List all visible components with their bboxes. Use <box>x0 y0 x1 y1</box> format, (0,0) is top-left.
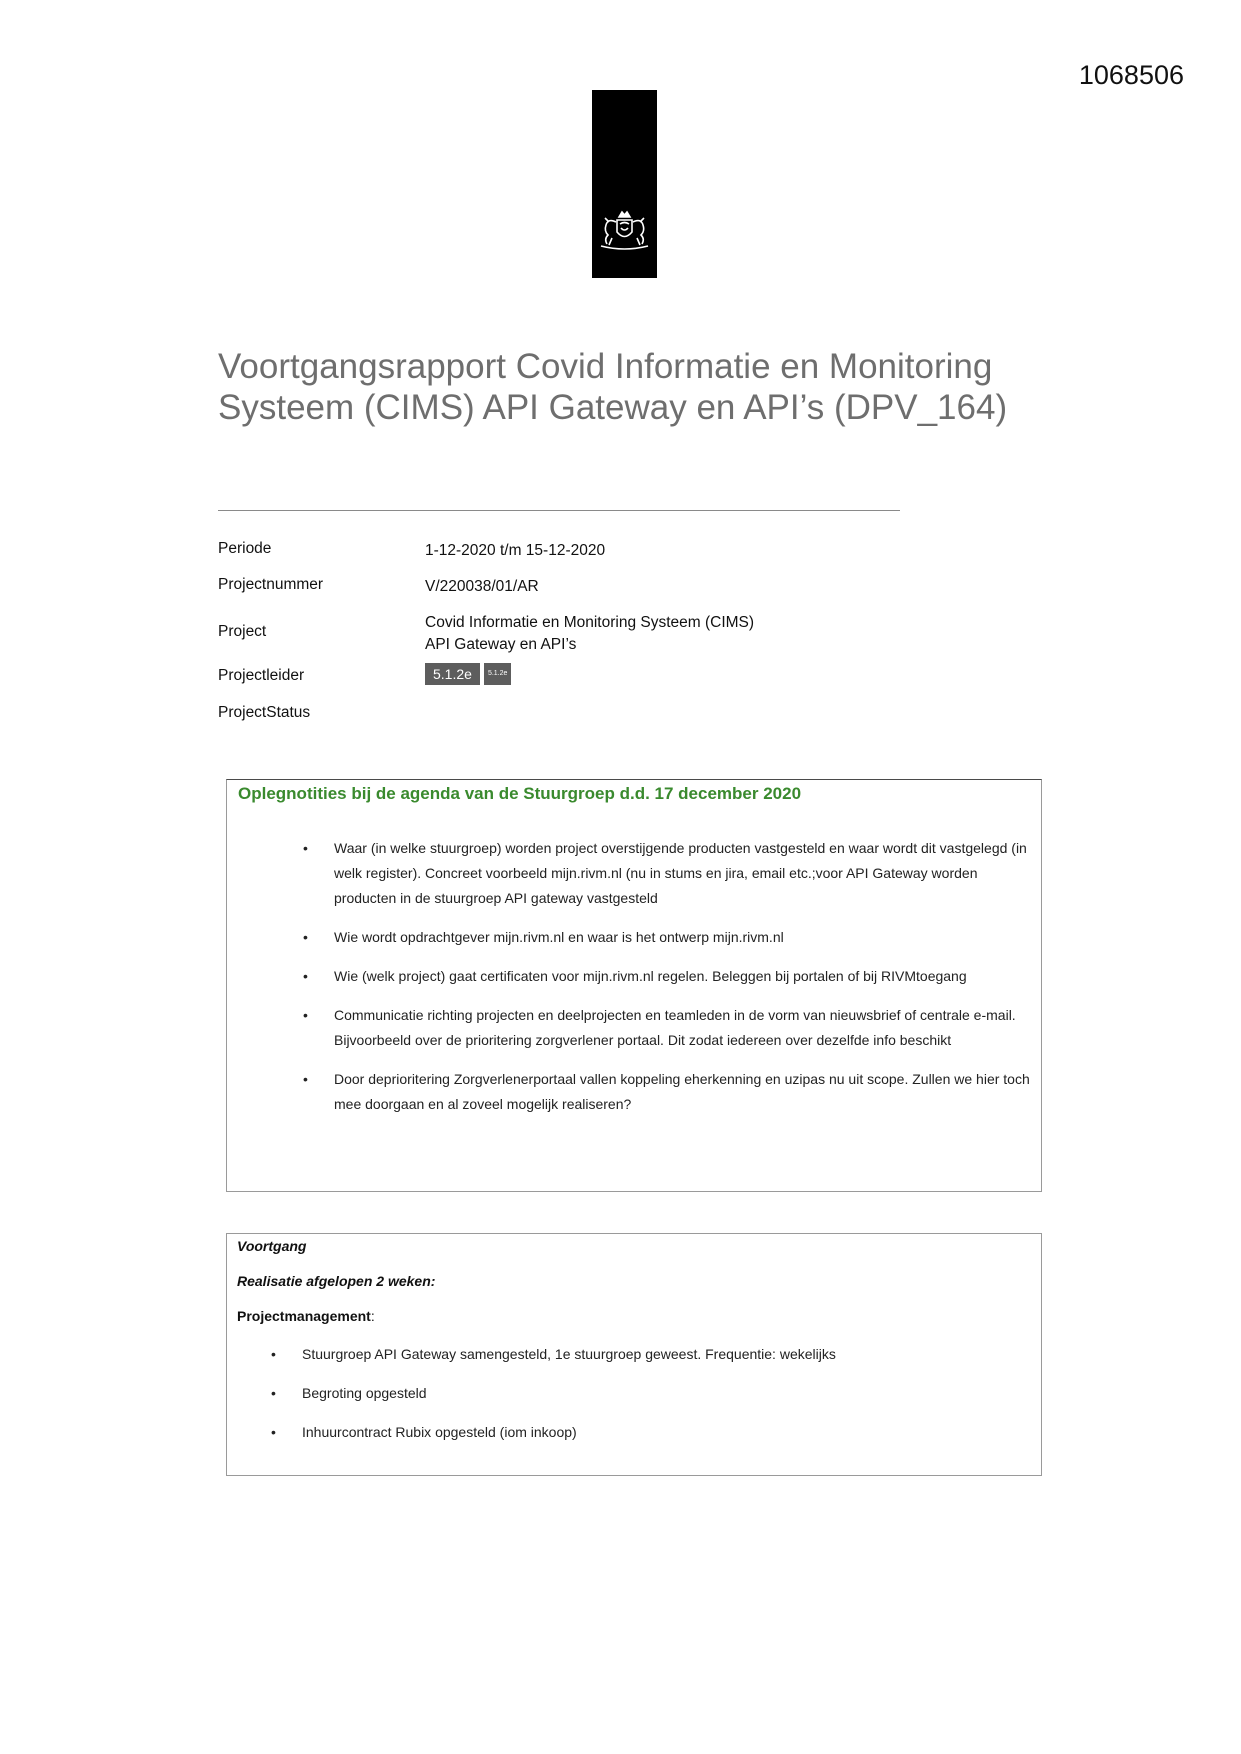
project-value <box>425 612 754 656</box>
list-item-text: Stuurgroep API Gateway samengesteld, 1e stuurgroep geweest. Frequentie: wekelijks <box>302 1346 836 1362</box>
list-item-text: Door deprioritering Zorgverlenerportaal vallen koppeling eherkenning en uzipas nu uit scope. Zullen we hier toch mee doorgaan en al zoveel mogelijk realiseren? <box>334 1071 1030 1112</box>
list-item <box>303 964 1034 989</box>
list-item-text: Waar (in welke stuurgroep) worden project overstijgende producten vastgesteld en waar wordt dit vastgelegd (in welk register). Concreet voorbeeld mijn.rivm.nl (nu in stums en jira, email etc.;voor API Gateway worden producten in de stuurgroep API gateway vastgesteld <box>334 840 1027 906</box>
list-item <box>303 1067 1034 1117</box>
bullet-icon: • <box>303 968 308 984</box>
list-item-text: Communicatie richting projecten en deelprojecten en teamleden in de vorm van nieuwsbrief of centrale e-mail. Bijvoorbeeld over de prioritering zorgverlener portaal. Dit zodat iedereen over dezelfde info beschikt <box>334 1007 1016 1048</box>
project-value-line-2: API Gateway en API’s <box>425 636 577 653</box>
bullet-icon: • <box>303 1071 308 1087</box>
list-item <box>271 1381 1022 1406</box>
projectleider-label: Projectleider <box>218 667 305 684</box>
bullet-icon: • <box>303 1007 308 1023</box>
list-item-text: Wie (welk project) gaat certificaten voor mijn.rivm.nl regelen. Beleggen bij portalen of bij RIVMtoegang <box>334 968 967 984</box>
project-label: Project <box>218 623 267 640</box>
redaction-box: 5.1.2e <box>425 663 480 685</box>
title-divider <box>218 510 900 511</box>
bullet-icon: • <box>303 840 308 856</box>
coat-of-arms-icon <box>595 208 654 252</box>
bullet-icon: • <box>271 1424 276 1440</box>
voortgang-heading: Voortgang <box>237 1238 307 1254</box>
rijksoverheid-logo <box>592 90 657 278</box>
projectmanagement-label-text: Projectmanagement <box>237 1308 371 1324</box>
list-item <box>271 1420 1022 1445</box>
list-item <box>271 1342 1022 1367</box>
list-item-text: Inhuurcontract Rubix opgesteld (iom inkoop) <box>302 1424 577 1440</box>
project-value-line-1: Covid Informatie en Monitoring Systeem (CIMS) <box>425 614 755 631</box>
oplegnotities-box <box>226 779 1042 1192</box>
oplegnotities-heading: Oplegnotities bij de agenda van de Stuurgroep d.d. 17 december 2020 <box>238 784 802 803</box>
voortgang-box <box>226 1233 1042 1476</box>
projectleider-value <box>425 663 511 685</box>
bullet-icon: • <box>303 929 308 945</box>
document-number: 1068506 <box>1078 60 1184 90</box>
oplegnotities-list <box>303 836 1034 1131</box>
report-title: Voortgangsrapport Covid Informatie en Monitoring Systeem (CIMS) API Gateway en API’s (DPV_164) <box>218 347 1008 427</box>
bullet-icon: • <box>271 1385 276 1401</box>
periode-value: 1-12-2020 t/m 15-12-2020 <box>425 542 606 559</box>
redaction-box-small: 5.1.2e <box>484 663 511 685</box>
projectmanagement-colon: : <box>370 1308 375 1324</box>
voortgang-list <box>271 1342 1022 1459</box>
realisatie-subheading: Realisatie afgelopen 2 weken: <box>237 1273 436 1289</box>
projectstatus-label: ProjectStatus <box>218 704 311 721</box>
list-item-text: Begroting opgesteld <box>302 1385 427 1401</box>
list-item <box>303 1003 1034 1053</box>
projectnummer-value: V/220038/01/AR <box>425 578 539 595</box>
bullet-icon: • <box>271 1346 276 1362</box>
projectmanagement-label <box>237 1308 375 1324</box>
projectnummer-label: Projectnummer <box>218 576 324 593</box>
periode-label: Periode <box>218 540 272 557</box>
list-item <box>303 925 1034 950</box>
list-item-text: Wie wordt opdrachtgever mijn.rivm.nl en waar is het ontwerp mijn.rivm.nl <box>334 929 784 945</box>
list-item <box>303 836 1034 911</box>
